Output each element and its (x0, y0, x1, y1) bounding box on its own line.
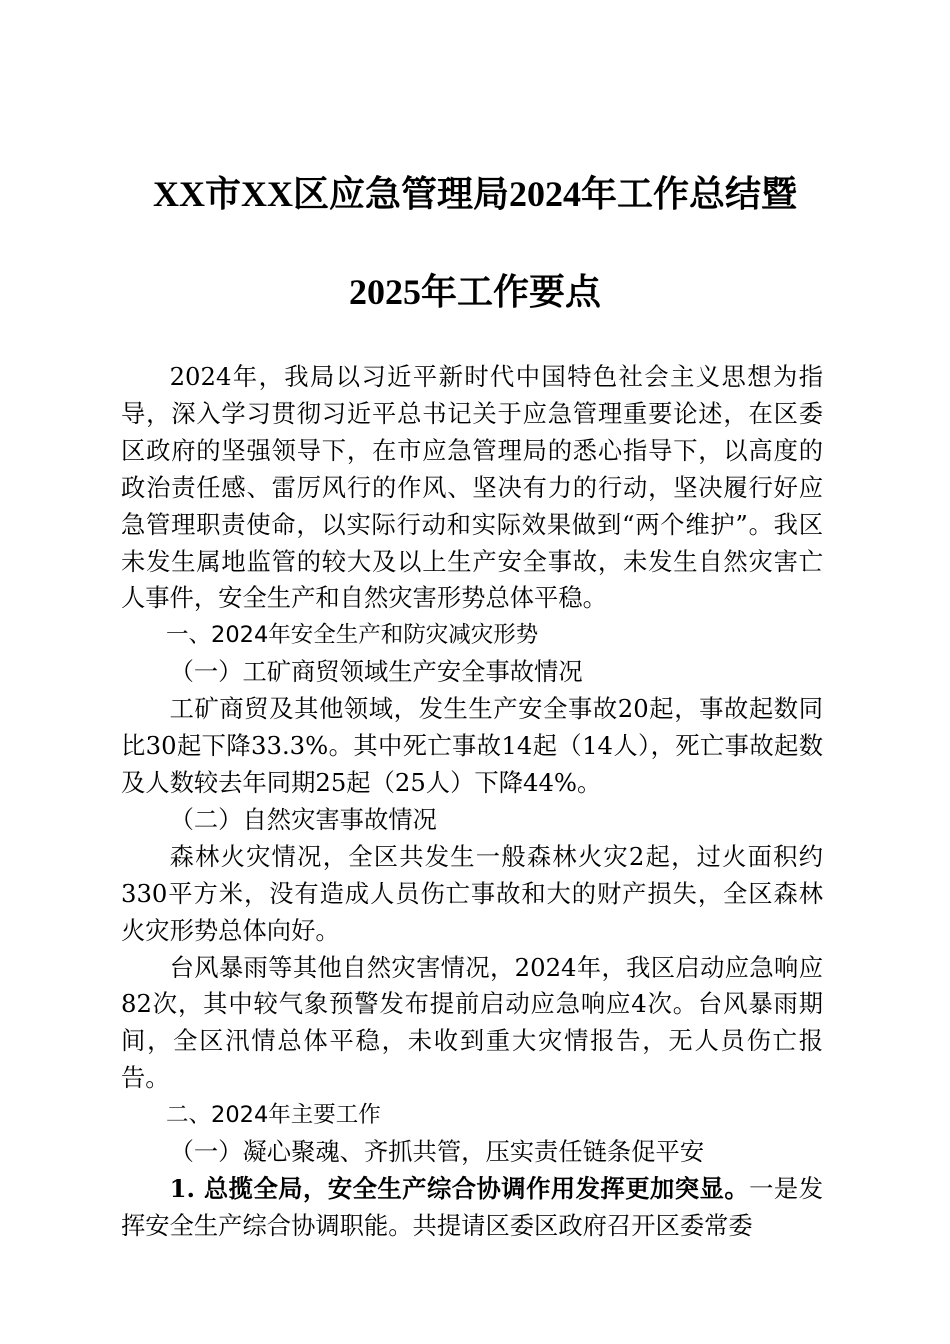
section-2-sub-1-heading: （一）凝心聚魂、齐抓共管，压实责任链条促平安 (169, 1137, 705, 1167)
document-title-line-2: 2025年工作要点 (348, 272, 601, 312)
forest-fire-paragraph: 森林火灾情况，全区共发生一般森林火灾2起，过火面积约330平方米，没有造成人员伤亡事故和大的财产损失，全区森林火灾形势总体向好。 (121, 841, 823, 945)
section-1-sub-2-heading: （二）自然灾害事故情况 (169, 804, 437, 834)
item-1-bold-lead: 1. 总揽全局，安全生产综合协调作用发挥更加突显。 (169, 1173, 750, 1203)
typhoon-paragraph: 台风暴雨等其他自然灾害情况，2024年，我区启动应急响应82次，其中较气象预警发布提前启动应急响应4次。台风暴雨期间，全区汛情总体平稳，未收到重大灾情报告，无人员伤亡报告。 (121, 952, 823, 1093)
document-body (121, 359, 823, 1245)
document-title-line-1: XX市XX区应急管理局2024年工作总结暨 (153, 174, 797, 214)
intro-paragraph: 2024年，我局以习近平新时代中国特色社会主义思想为指导，深入学习贯彻习近平总书记关于应急管理重要论述，在区委区政府的坚强领导下，在市应急管理局的悉心指导下，以高度的政治责任感、雷厉风行的作风、坚决有力的行动，坚决履行好应急管理职责使命，以实际行动和实际效果做到“两个维护”。我区未发生属地监管的较大及以上生产安全事故，未发生自然灾害亡人事件，安全生产和自然灾害形势总体平稳。 (121, 362, 823, 613)
section-1-sub-1-heading: （一）工矿商贸领域生产安全事故情况 (169, 657, 583, 687)
item-1-text: 一是发挥安全生产综合协调职能。共提请区委区政府召开区委常委 (121, 1173, 824, 1240)
section-1-sub-1-paragraph: 工矿商贸及其他领域，发生生产安全事故20起，事故起数同比30起下降33.3%。其中死亡事故14起（14人），死亡事故起数及人数较去年同期25起（25人）下降44%。 (121, 694, 823, 797)
section-2-item-1-paragraph (121, 1171, 823, 1245)
section-1-heading: 一、2024年安全生产和防灾减灾形势 (166, 622, 539, 649)
section-2-heading: 二、2024年主要工作 (166, 1102, 381, 1129)
